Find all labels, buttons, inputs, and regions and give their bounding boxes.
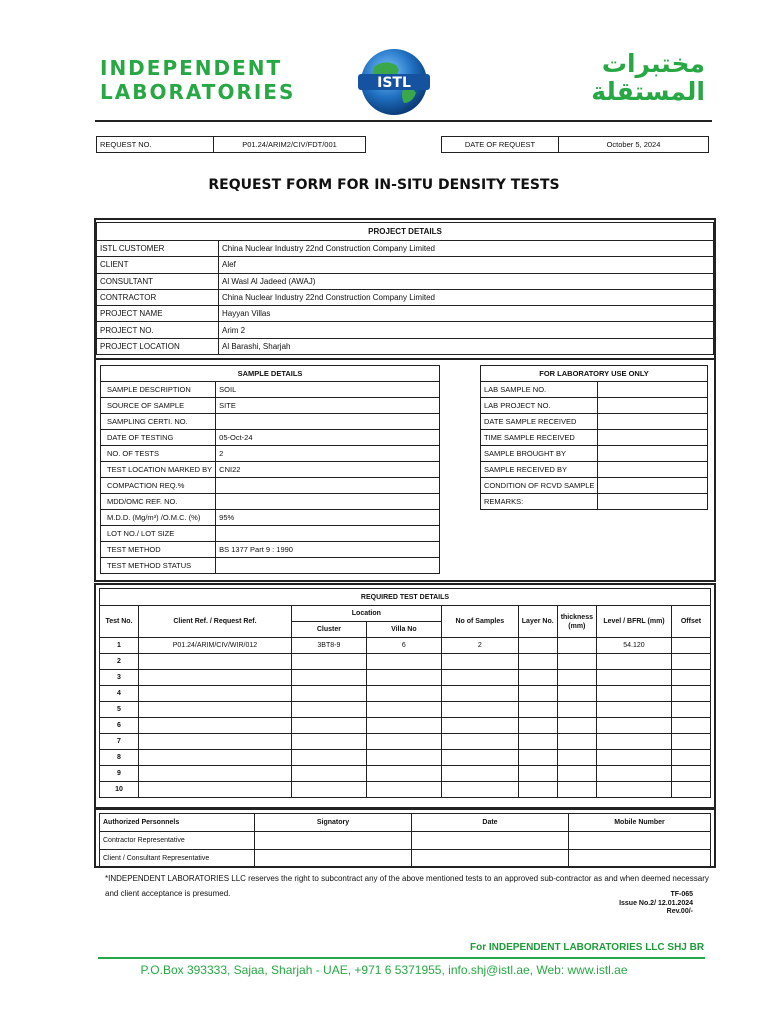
lab-label: TIME SAMPLE RECEIVED (481, 430, 598, 446)
project-label: ISTL CUSTOMER (97, 241, 219, 257)
sample-label: SAMPLE DESCRIPTION (101, 382, 216, 398)
test-villa[interactable] (366, 782, 441, 798)
tests-frame (94, 583, 716, 809)
sample-row (101, 542, 440, 558)
lab-row (481, 446, 708, 462)
sample-value[interactable] (216, 478, 440, 494)
test-cluster[interactable] (291, 766, 366, 782)
project-value[interactable]: Hayyan Villas (219, 306, 714, 322)
mobile-cell[interactable] (569, 832, 711, 850)
test-samples[interactable] (441, 702, 518, 718)
sample-value[interactable] (216, 526, 440, 542)
logo-ar-line-1: مختبرات (601, 49, 705, 78)
test-villa[interactable]: 6 (366, 638, 441, 654)
lab-row (481, 430, 708, 446)
logo-text-arabic (545, 50, 705, 106)
sample-label: DATE OF TESTING (101, 430, 216, 446)
personnel-table (99, 813, 711, 868)
test-level[interactable] (596, 670, 671, 686)
test-thickness[interactable] (557, 782, 596, 798)
sample-value[interactable]: CNI22 (216, 462, 440, 478)
test-offset[interactable] (671, 782, 710, 798)
table-row (100, 750, 711, 766)
col-cluster: Cluster (291, 622, 366, 638)
table-row (100, 638, 711, 654)
subcontract-note: *INDEPENDENT LABORATORIES LLC reserves the right to subcontract any of the above mentioned tests to an approved sub-contractor as and when deemed necessary and client acceptance is presumed. (105, 874, 709, 898)
test-level[interactable] (596, 766, 671, 782)
sample-value[interactable]: 2 (216, 446, 440, 462)
sample-value[interactable]: SITE (216, 398, 440, 414)
request-number-table (96, 136, 366, 153)
project-row (97, 322, 714, 338)
test-offset[interactable] (671, 766, 710, 782)
sample-row (101, 398, 440, 414)
test-layer[interactable] (518, 782, 557, 798)
project-value[interactable]: Arim 2 (219, 322, 714, 338)
lab-label: SAMPLE RECEIVED BY (481, 462, 598, 478)
test-offset[interactable] (671, 734, 710, 750)
sample-frame (94, 358, 716, 582)
lab-value[interactable] (598, 430, 708, 446)
test-layer[interactable] (518, 718, 557, 734)
test-samples[interactable]: 2 (441, 638, 518, 654)
table-row (100, 686, 711, 702)
test-no: 6 (100, 718, 139, 734)
test-samples[interactable] (441, 782, 518, 798)
project-value[interactable]: Alef (219, 257, 714, 273)
header-divider (95, 120, 712, 122)
test-ref[interactable] (138, 702, 291, 718)
col-villa: Villa No (366, 622, 441, 638)
test-ref[interactable] (138, 750, 291, 766)
required-tests-heading: REQUIRED TEST DETAILS (100, 589, 711, 606)
test-cluster[interactable] (291, 670, 366, 686)
logo-text-english (100, 56, 295, 104)
lab-value[interactable] (598, 382, 708, 398)
test-cluster[interactable] (291, 750, 366, 766)
sample-label: M.D.D. (Mg/m³) /O.M.C. (%) (101, 510, 216, 526)
test-ref[interactable] (138, 734, 291, 750)
test-ref[interactable] (138, 686, 291, 702)
test-layer[interactable] (518, 750, 557, 766)
test-no: 8 (100, 750, 139, 766)
project-value[interactable]: China Nuclear Industry 22nd Construction Company Limited (219, 241, 714, 257)
sample-row (101, 526, 440, 542)
project-value[interactable]: Al Wasl Al Jadeed (AWAJ) (219, 273, 714, 289)
personnel-label: Contractor Representative (100, 832, 255, 850)
col-signatory: Signatory (255, 814, 412, 832)
project-row (97, 338, 714, 354)
lab-row (481, 398, 708, 414)
test-no: 7 (100, 734, 139, 750)
logo-line-2: LABORATORIES (100, 80, 296, 104)
sample-row (101, 558, 440, 574)
test-thickness[interactable] (557, 702, 596, 718)
sample-value[interactable]: 05-Oct-24 (216, 430, 440, 446)
col-date: Date (412, 814, 569, 832)
col-location: Location (291, 606, 441, 622)
lab-value[interactable] (598, 462, 708, 478)
test-level[interactable] (596, 782, 671, 798)
test-ref[interactable]: P01.24/ARIM/CIV/WIR/012 (138, 638, 291, 654)
sample-label: LOT NO./ LOT SIZE (101, 526, 216, 542)
footer-divider (98, 957, 705, 959)
issue-no: Issue No.2/ 12.01.2024 (619, 899, 693, 907)
project-row (97, 241, 714, 257)
project-label: CONTRACTOR (97, 289, 219, 305)
col-test-no: Test No. (100, 606, 139, 638)
istl-globe-logo (354, 47, 434, 117)
test-thickness[interactable] (557, 718, 596, 734)
test-samples[interactable] (441, 686, 518, 702)
date-cell[interactable] (412, 832, 569, 850)
test-offset[interactable] (671, 718, 710, 734)
test-cluster[interactable] (291, 702, 366, 718)
required-tests-table (99, 588, 711, 798)
personnel-row (100, 850, 711, 868)
test-thickness[interactable] (557, 654, 596, 670)
project-details-frame (94, 218, 716, 360)
lab-row (481, 414, 708, 430)
sample-row (101, 382, 440, 398)
revision: Rev.00/- (666, 908, 693, 915)
date-cell[interactable] (412, 850, 569, 868)
test-offset[interactable] (671, 670, 710, 686)
project-label: PROJECT LOCATION (97, 338, 219, 354)
table-row (100, 782, 711, 798)
sample-value[interactable] (216, 494, 440, 510)
table-row (100, 702, 711, 718)
test-samples[interactable] (441, 670, 518, 686)
test-villa[interactable] (366, 750, 441, 766)
table-row (100, 670, 711, 686)
test-layer[interactable] (518, 766, 557, 782)
test-level[interactable]: 54.120 (596, 638, 671, 654)
request-no-label: REQUEST NO. (97, 137, 214, 153)
col-authorized: Authorized Personnels (100, 814, 255, 832)
table-row (100, 654, 711, 670)
project-row (97, 306, 714, 322)
table-row (100, 718, 711, 734)
test-level[interactable] (596, 702, 671, 718)
page-title: REQUEST FORM FOR IN-SITU DENSITY TESTS (208, 177, 560, 193)
sample-row (101, 414, 440, 430)
request-date-label: DATE OF REQUEST (442, 137, 559, 153)
sample-label: TEST LOCATION MARKED BY (101, 462, 216, 478)
col-client-ref: Client Ref. / Request Ref. (138, 606, 291, 638)
test-thickness[interactable] (557, 638, 596, 654)
logo-line-1: INDEPENDENT (100, 56, 283, 80)
test-offset[interactable] (671, 654, 710, 670)
project-value[interactable]: China Nuclear Industry 22nd Construction Company Limited (219, 289, 714, 305)
lab-value[interactable] (598, 478, 708, 494)
footer-signature-line: For INDEPENDENT LABORATORIES LLC SHJ BR (470, 942, 705, 953)
request-date-table (441, 136, 709, 153)
col-offset: Offset (671, 606, 710, 638)
test-level[interactable] (596, 750, 671, 766)
col-mobile: Mobile Number (569, 814, 711, 832)
project-label: CLIENT (97, 257, 219, 273)
lab-value[interactable] (598, 494, 708, 510)
sample-label: NO. OF TESTS (101, 446, 216, 462)
lab-label: REMARKS: (481, 494, 598, 510)
sample-row (101, 430, 440, 446)
col-thickness: thickness (mm) (557, 606, 596, 638)
signatory-cell[interactable] (255, 850, 412, 868)
test-samples[interactable] (441, 766, 518, 782)
lab-label: CONDITION OF RCVD SAMPLE (481, 478, 598, 494)
sample-label: TEST METHOD (101, 542, 216, 558)
test-ref[interactable] (138, 782, 291, 798)
test-ref[interactable] (138, 718, 291, 734)
test-layer[interactable] (518, 670, 557, 686)
test-thickness[interactable] (557, 750, 596, 766)
sample-value[interactable]: SOIL (216, 382, 440, 398)
personnel-frame (94, 808, 716, 868)
sample-label: SOURCE OF SAMPLE (101, 398, 216, 414)
sample-label: COMPACTION REQ.% (101, 478, 216, 494)
test-offset[interactable] (671, 686, 710, 702)
sample-row (101, 446, 440, 462)
sample-label: TEST METHOD STATUS (101, 558, 216, 574)
sample-value[interactable]: BS 1377 Part 9 : 1990 (216, 542, 440, 558)
sample-row (101, 510, 440, 526)
sample-label: SAMPLING CERTI. NO. (101, 414, 216, 430)
sample-value[interactable] (216, 414, 440, 430)
lab-use-heading: FOR LABORATORY USE ONLY (481, 366, 708, 382)
test-villa[interactable] (366, 686, 441, 702)
test-thickness[interactable] (557, 766, 596, 782)
test-thickness[interactable] (557, 686, 596, 702)
logo-ar-line-2: المستقلة (591, 77, 705, 106)
request-no-value[interactable]: P01.24/ARIM2/CIV/FDT/001 (214, 137, 366, 153)
test-ref[interactable] (138, 766, 291, 782)
test-cluster[interactable] (291, 734, 366, 750)
test-villa[interactable] (366, 702, 441, 718)
test-no: 4 (100, 686, 139, 702)
test-offset[interactable] (671, 638, 710, 654)
col-samples: No of Samples (441, 606, 518, 638)
test-offset[interactable] (671, 750, 710, 766)
personnel-row (100, 832, 711, 850)
project-details-heading: PROJECT DETAILS (97, 223, 714, 241)
project-row (97, 257, 714, 273)
test-layer[interactable] (518, 686, 557, 702)
test-villa[interactable] (366, 734, 441, 750)
table-row (100, 734, 711, 750)
test-level[interactable] (596, 654, 671, 670)
lab-value[interactable] (598, 414, 708, 430)
test-no: 10 (100, 782, 139, 798)
test-no: 5 (100, 702, 139, 718)
test-thickness[interactable] (557, 734, 596, 750)
test-samples[interactable] (441, 750, 518, 766)
test-villa[interactable] (366, 766, 441, 782)
lab-row (481, 462, 708, 478)
test-level[interactable] (596, 686, 671, 702)
test-villa[interactable] (366, 654, 441, 670)
test-layer[interactable] (518, 734, 557, 750)
col-layer: Layer No. (518, 606, 557, 638)
test-villa[interactable] (366, 718, 441, 734)
project-details-table (96, 222, 714, 355)
project-row (97, 289, 714, 305)
test-level[interactable] (596, 718, 671, 734)
signatory-cell[interactable] (255, 832, 412, 850)
sample-row (101, 494, 440, 510)
test-samples[interactable] (441, 718, 518, 734)
lab-row (481, 494, 708, 510)
lab-label: LAB PROJECT NO. (481, 398, 598, 414)
test-samples[interactable] (441, 654, 518, 670)
sample-details-heading: SAMPLE DETAILS (101, 366, 440, 382)
sample-value[interactable]: 95% (216, 510, 440, 526)
test-ref[interactable] (138, 654, 291, 670)
project-label: PROJECT NO. (97, 322, 219, 338)
test-cluster[interactable] (291, 782, 366, 798)
footer-address: P.O.Box 393333, Sajaa, Sharjah - UAE, +971 6 5371955, info.shj@istl.ae, Web: www.istl.ae (140, 963, 628, 977)
test-layer[interactable] (518, 638, 557, 654)
form-code: TF-065 (670, 891, 693, 898)
personnel-label: Client / Consultant Representative (100, 850, 255, 868)
test-cluster[interactable] (291, 718, 366, 734)
lab-label: LAB SAMPLE NO. (481, 382, 598, 398)
test-layer[interactable] (518, 702, 557, 718)
test-thickness[interactable] (557, 670, 596, 686)
test-samples[interactable] (441, 734, 518, 750)
test-offset[interactable] (671, 702, 710, 718)
project-label: CONSULTANT (97, 273, 219, 289)
lab-label: SAMPLE BROUGHT BY (481, 446, 598, 462)
test-villa[interactable] (366, 670, 441, 686)
document-code (560, 891, 693, 917)
mobile-cell[interactable] (569, 850, 711, 868)
sample-label: MDD/OMC REF. NO. (101, 494, 216, 510)
lab-value[interactable] (598, 398, 708, 414)
sample-details-table (100, 365, 440, 574)
project-label: PROJECT NAME (97, 306, 219, 322)
test-ref[interactable] (138, 670, 291, 686)
test-no: 3 (100, 670, 139, 686)
test-cluster[interactable] (291, 654, 366, 670)
sample-value[interactable] (216, 558, 440, 574)
sample-row (101, 478, 440, 494)
test-no: 2 (100, 654, 139, 670)
lab-label: DATE SAMPLE RECEIVED (481, 414, 598, 430)
sample-row (101, 462, 440, 478)
col-level: Level / BFRL (mm) (596, 606, 671, 638)
lab-value[interactable] (598, 446, 708, 462)
test-no: 9 (100, 766, 139, 782)
lab-use-table (480, 365, 708, 510)
test-cluster[interactable] (291, 686, 366, 702)
request-date-value[interactable]: October 5, 2024 (559, 137, 709, 153)
globe-text: ISTL (377, 75, 411, 91)
lab-row (481, 382, 708, 398)
table-row (100, 766, 711, 782)
lab-row (481, 478, 708, 494)
test-layer[interactable] (518, 654, 557, 670)
project-row (97, 273, 714, 289)
test-cluster[interactable]: 3BT8-9 (291, 638, 366, 654)
test-no: 1 (100, 638, 139, 654)
test-level[interactable] (596, 734, 671, 750)
project-value[interactable]: Al Barashi, Sharjah (219, 338, 714, 354)
